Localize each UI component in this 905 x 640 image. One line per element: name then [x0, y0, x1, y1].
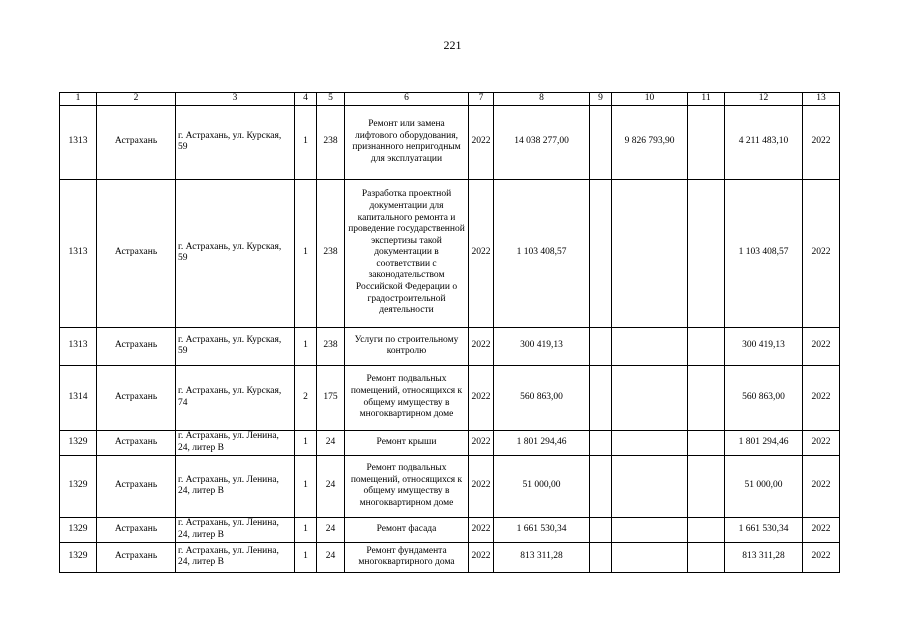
- total-cost-cell: 560 863,00: [494, 365, 590, 430]
- column-number-8: 8: [494, 93, 590, 106]
- entrance-count-cell: 1: [295, 517, 317, 542]
- house-id-cell: 1314: [60, 365, 97, 430]
- year-cell: 2022: [469, 327, 494, 365]
- address-cell: г. Астрахань, ул. Курская, 59: [176, 179, 295, 327]
- address-cell: г. Астрахань, ул. Ленина, 24, литер В: [176, 542, 295, 572]
- column-number-11: 11: [688, 93, 725, 106]
- column-number-13: 13: [803, 93, 840, 106]
- entrance-count-cell: 1: [295, 105, 317, 179]
- address-cell: г. Астрахань, ул. Ленина, 24, литер В: [176, 455, 295, 517]
- address-cell: г. Астрахань, ул. Ленина, 24, литер В: [176, 517, 295, 542]
- column-9-cell: [590, 517, 612, 542]
- area-cell: 238: [317, 327, 345, 365]
- completion-year-cell: 2022: [803, 430, 840, 455]
- total-cost-cell: 51 000,00: [494, 455, 590, 517]
- total-cost-cell: 300 419,13: [494, 327, 590, 365]
- column-9-cell: [590, 365, 612, 430]
- entrance-count-cell: 1: [295, 430, 317, 455]
- table-row: [60, 105, 840, 179]
- completion-year-cell: 2022: [803, 105, 840, 179]
- fund-share-cell: [612, 517, 688, 542]
- table-row: [60, 327, 840, 365]
- entrance-count-cell: 1: [295, 455, 317, 517]
- house-id-cell: 1329: [60, 517, 97, 542]
- municipality-cell: Астрахань: [97, 517, 176, 542]
- fund-share-cell: [612, 365, 688, 430]
- fund-share-cell: [612, 455, 688, 517]
- column-number-3: 3: [176, 93, 295, 106]
- owner-funds-cell: 1 661 530,34: [725, 517, 803, 542]
- owner-funds-cell: 1 103 408,57: [725, 179, 803, 327]
- area-cell: 175: [317, 365, 345, 430]
- address-cell: г. Астрахань, ул. Курская, 59: [176, 327, 295, 365]
- column-11-cell: [688, 365, 725, 430]
- table-row: [60, 455, 840, 517]
- column-11-cell: [688, 430, 725, 455]
- area-cell: 238: [317, 105, 345, 179]
- total-cost-cell: 1 661 530,34: [494, 517, 590, 542]
- work-type-cell: Ремонт подвальных помещений, относящихся к общему имуществу в многоквартирном доме: [345, 455, 469, 517]
- column-11-cell: [688, 327, 725, 365]
- column-9-cell: [590, 430, 612, 455]
- fund-share-cell: [612, 179, 688, 327]
- completion-year-cell: 2022: [803, 517, 840, 542]
- work-type-cell: Ремонт фасада: [345, 517, 469, 542]
- entrance-count-cell: 1: [295, 542, 317, 572]
- column-9-cell: [590, 542, 612, 572]
- total-cost-cell: 813 311,28: [494, 542, 590, 572]
- address-cell: г. Астрахань, ул. Ленина, 24, литер В: [176, 430, 295, 455]
- owner-funds-cell: 560 863,00: [725, 365, 803, 430]
- total-cost-cell: 14 038 277,00: [494, 105, 590, 179]
- column-9-cell: [590, 105, 612, 179]
- column-11-cell: [688, 455, 725, 517]
- completion-year-cell: 2022: [803, 542, 840, 572]
- column-11-cell: [688, 542, 725, 572]
- completion-year-cell: 2022: [803, 179, 840, 327]
- table-row: [60, 365, 840, 430]
- year-cell: 2022: [469, 517, 494, 542]
- municipality-cell: Астрахань: [97, 105, 176, 179]
- area-cell: 24: [317, 430, 345, 455]
- municipality-cell: Астрахань: [97, 430, 176, 455]
- column-number-9: 9: [590, 93, 612, 106]
- column-number-5: 5: [317, 93, 345, 106]
- municipality-cell: Астрахань: [97, 455, 176, 517]
- area-cell: 24: [317, 517, 345, 542]
- table-row: [60, 517, 840, 542]
- area-cell: 24: [317, 542, 345, 572]
- municipality-cell: Астрахань: [97, 365, 176, 430]
- year-cell: 2022: [469, 455, 494, 517]
- municipality-cell: Астрахань: [97, 179, 176, 327]
- work-type-cell: Ремонт подвальных помещений, относящихся к общему имуществу в многоквартирном доме: [345, 365, 469, 430]
- column-number-12: 12: [725, 93, 803, 106]
- area-cell: 238: [317, 179, 345, 327]
- work-type-cell: Ремонт крыши: [345, 430, 469, 455]
- owner-funds-cell: 1 801 294,46: [725, 430, 803, 455]
- work-type-cell: Ремонт или замена лифтового оборудования, признанного непригодным для эксплуатации: [345, 105, 469, 179]
- house-id-cell: 1329: [60, 455, 97, 517]
- fund-share-cell: 9 826 793,90: [612, 105, 688, 179]
- entrance-count-cell: 1: [295, 179, 317, 327]
- completion-year-cell: 2022: [803, 455, 840, 517]
- house-id-cell: 1313: [60, 179, 97, 327]
- address-cell: г. Астрахань, ул. Курская, 74: [176, 365, 295, 430]
- table-row: [60, 179, 840, 327]
- table-row: [60, 542, 840, 572]
- year-cell: 2022: [469, 542, 494, 572]
- table-row: [60, 430, 840, 455]
- owner-funds-cell: 51 000,00: [725, 455, 803, 517]
- completion-year-cell: 2022: [803, 365, 840, 430]
- column-number-10: 10: [612, 93, 688, 106]
- column-number-2: 2: [97, 93, 176, 106]
- total-cost-cell: 1 103 408,57: [494, 179, 590, 327]
- table-body: [60, 93, 840, 573]
- area-cell: 24: [317, 455, 345, 517]
- house-id-cell: 1313: [60, 327, 97, 365]
- column-number-7: 7: [469, 93, 494, 106]
- work-type-cell: Разработка проектной документации для капитального ремонта и проведение государственной экспертизы такой документации в соответствии с законодательством Российской Федерации о градостроительной деятельности: [345, 179, 469, 327]
- owner-funds-cell: 4 211 483,10: [725, 105, 803, 179]
- year-cell: 2022: [469, 105, 494, 179]
- fund-share-cell: [612, 327, 688, 365]
- fund-share-cell: [612, 430, 688, 455]
- column-11-cell: [688, 517, 725, 542]
- entrance-count-cell: 1: [295, 327, 317, 365]
- work-type-cell: Услуги по строительному контролю: [345, 327, 469, 365]
- house-id-cell: 1329: [60, 430, 97, 455]
- completion-year-cell: 2022: [803, 327, 840, 365]
- year-cell: 2022: [469, 179, 494, 327]
- total-cost-cell: 1 801 294,46: [494, 430, 590, 455]
- page-number: 221: [443, 38, 462, 52]
- work-type-cell: Ремонт фундамента многоквартирного дома: [345, 542, 469, 572]
- house-id-cell: 1313: [60, 105, 97, 179]
- year-cell: 2022: [469, 365, 494, 430]
- column-number-1: 1: [60, 93, 97, 106]
- column-number-4: 4: [295, 93, 317, 106]
- year-cell: 2022: [469, 430, 494, 455]
- municipality-cell: Астрахань: [97, 327, 176, 365]
- column-number-6: 6: [345, 93, 469, 106]
- owner-funds-cell: 300 419,13: [725, 327, 803, 365]
- municipality-cell: Астрахань: [97, 542, 176, 572]
- column-number-row: [60, 93, 840, 106]
- column-9-cell: [590, 179, 612, 327]
- column-11-cell: [688, 179, 725, 327]
- owner-funds-cell: 813 311,28: [725, 542, 803, 572]
- column-9-cell: [590, 455, 612, 517]
- house-id-cell: 1329: [60, 542, 97, 572]
- entrance-count-cell: 2: [295, 365, 317, 430]
- column-11-cell: [688, 105, 725, 179]
- capital-repair-table: [59, 92, 840, 573]
- column-9-cell: [590, 327, 612, 365]
- address-cell: г. Астрахань, ул. Курская, 59: [176, 105, 295, 179]
- fund-share-cell: [612, 542, 688, 572]
